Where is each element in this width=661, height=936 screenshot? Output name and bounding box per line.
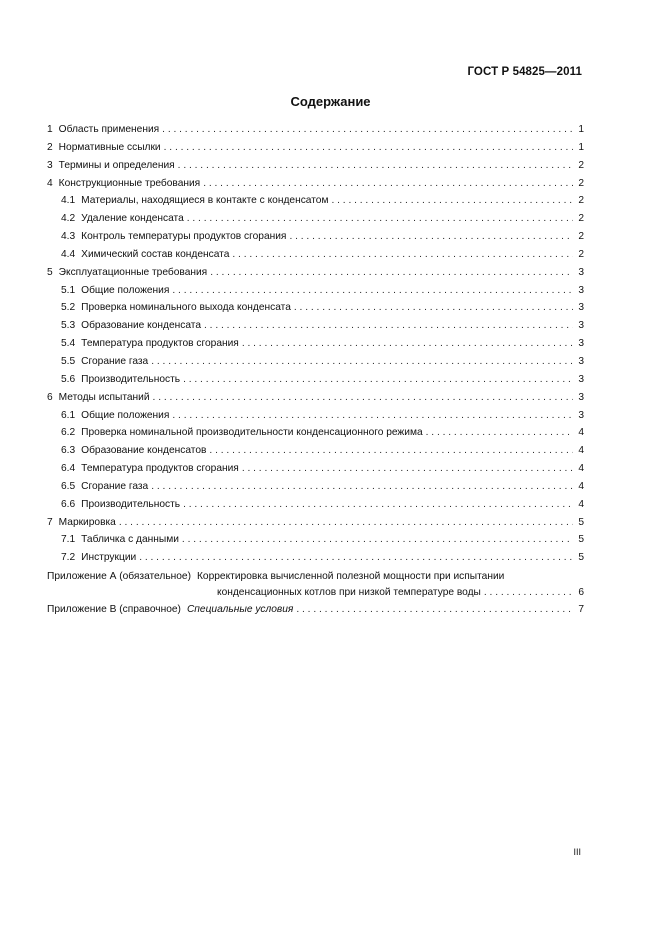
dot-leader (153, 389, 573, 407)
dot-leader (296, 601, 573, 619)
toc-entry-label: Образование конденсата (81, 320, 201, 332)
toc-entry-page: 2 (578, 248, 584, 260)
toc-appendix-a[interactable] (47, 569, 584, 584)
toc-entry-label: Сгорание газа (81, 355, 149, 367)
toc-entry-label: Температура продуктов сгорания (81, 338, 239, 350)
dot-leader (151, 478, 573, 496)
dot-leader (242, 460, 573, 478)
toc-entry-5-3[interactable] (47, 317, 584, 335)
toc-entry-page: 3 (578, 409, 584, 421)
dot-leader (178, 157, 573, 175)
toc-entry-7-2[interactable] (47, 549, 584, 567)
dot-leader (172, 282, 573, 300)
toc-entry-label: Производительность (81, 498, 181, 510)
toc-entry-number: 5.2 (61, 302, 76, 314)
toc-entry-page: 5 (578, 552, 584, 564)
toc-entry-label: Методы испытаний (58, 391, 150, 403)
toc-entry-page: 2 (578, 195, 584, 207)
toc-entry-5-4[interactable] (47, 335, 584, 353)
toc-entry-page: 3 (578, 320, 584, 332)
dot-leader (210, 264, 573, 282)
toc-entry-page: 3 (578, 338, 584, 350)
toc-entry-number: 6 (47, 391, 53, 403)
table-of-contents (47, 121, 584, 619)
toc-entry-label: Конструкционные требования (58, 177, 201, 189)
toc-entry-number: 5.5 (61, 355, 76, 367)
toc-entry-page: 3 (578, 302, 584, 314)
toc-entry-label: Производительность (81, 373, 181, 385)
dot-leader (182, 531, 573, 549)
toc-entry-number: 7.2 (61, 552, 76, 564)
toc-entry-page: 4 (578, 445, 584, 457)
toc-entry-page: 2 (578, 177, 584, 189)
toc-entry-page: 2 (578, 213, 584, 225)
toc-entry-number: 5.1 (61, 284, 76, 296)
dot-leader (209, 442, 573, 460)
toc-entry-number: 4.1 (61, 195, 76, 207)
toc-entry-page: 2 (578, 159, 584, 171)
dot-leader (294, 299, 573, 317)
toc-entry-label: Термины и определения (58, 159, 175, 171)
toc-entry-page: 4 (578, 427, 584, 439)
toc-entry-number: 5.3 (61, 320, 76, 332)
toc-entry-label: Материалы, находящиеся в контакте с конденсатом (81, 195, 329, 207)
toc-entry-3[interactable] (47, 157, 584, 175)
toc-entry-4-1[interactable] (47, 192, 584, 210)
toc-entry-4-4[interactable] (47, 246, 584, 264)
toc-entry-label: Табличка с данными (81, 534, 179, 546)
appendix-b-prefix: Приложение В (справочное) (47, 604, 181, 616)
toc-entry-4[interactable] (47, 175, 584, 193)
dot-leader (151, 353, 573, 371)
toc-appendix-b[interactable] (47, 601, 584, 619)
toc-entry-number: 6.3 (61, 445, 76, 457)
dot-leader (289, 228, 573, 246)
toc-entry-page: 4 (578, 480, 584, 492)
toc-entry-label: Проверка номинального выхода конденсата (81, 302, 291, 314)
toc-entry-number: 5 (47, 266, 53, 278)
dot-leader (183, 496, 573, 514)
appendix-a-title-line2: конденсационных котлов при низкой температуре воды (217, 587, 481, 599)
toc-entry-6-5[interactable] (47, 478, 584, 496)
toc-entry-label: Проверка номинальной производительности конденсационного режима (81, 427, 423, 439)
toc-entry-2[interactable] (47, 139, 584, 157)
toc-entry-page: 4 (578, 463, 584, 475)
page-number: III (573, 847, 581, 857)
toc-entry-6-2[interactable] (47, 424, 584, 442)
toc-entry-4-2[interactable] (47, 210, 584, 228)
toc-entry-label: Маркировка (58, 516, 116, 528)
toc-entry-number: 2 (47, 141, 53, 153)
toc-entry-number: 4.2 (61, 213, 76, 225)
toc-entry-6-1[interactable] (47, 407, 584, 425)
toc-entry-page: 3 (578, 391, 584, 403)
toc-entry-label: Образование конденсатов (81, 445, 207, 457)
toc-entry-number: 3 (47, 159, 53, 171)
toc-entry-number: 6.4 (61, 463, 76, 475)
appendix-a-title-line1: Корректировка вычисленной полезной мощности при испытании (197, 571, 505, 583)
dot-leader (204, 317, 573, 335)
toc-entry-page: 3 (578, 266, 584, 278)
toc-entry-6[interactable] (47, 389, 584, 407)
toc-entry-7-1[interactable] (47, 531, 584, 549)
toc-entry-page: 3 (578, 373, 584, 385)
toc-entry-number: 5.6 (61, 373, 76, 385)
toc-entry-number: 4 (47, 177, 53, 189)
toc-appendix-a-continued[interactable] (47, 584, 584, 601)
toc-entry-7[interactable] (47, 514, 584, 532)
toc-entry-number: 4.3 (61, 231, 76, 243)
toc-entry-6-6[interactable] (47, 496, 584, 514)
toc-entry-label: Инструкции (81, 552, 137, 564)
toc-entry-page: 5 (578, 516, 584, 528)
toc-entry-number: 6.5 (61, 480, 76, 492)
toc-entry-page: 5 (578, 534, 584, 546)
toc-entry-number: 5.4 (61, 338, 76, 350)
dot-leader (162, 121, 573, 139)
toc-entry-number: 1 (47, 124, 53, 135)
dot-leader (183, 371, 573, 389)
toc-entry-label: Химический состав конденсата (81, 248, 230, 260)
toc-entry-label: Контроль температуры продуктов сгорания (81, 231, 287, 243)
toc-entry-number: 4.4 (61, 248, 76, 260)
toc-entry-label: Эксплуатационные требования (58, 266, 208, 278)
toc-entry-label: Общие положения (81, 409, 170, 421)
toc-entry-page: 1 (578, 124, 584, 135)
toc-entry-number: 6.6 (61, 498, 76, 510)
toc-entry-label: Область применения (58, 124, 160, 135)
toc-entry-5-5[interactable] (47, 353, 584, 371)
appendix-b-title: Специальные условия (186, 604, 294, 616)
toc-entry-page: 2 (578, 231, 584, 243)
dot-leader (426, 424, 573, 442)
dot-leader (172, 407, 573, 425)
toc-entry-number: 7.1 (61, 534, 76, 546)
toc-title: Содержание (290, 94, 371, 109)
dot-leader (232, 246, 573, 264)
toc-entry-1[interactable] (47, 121, 584, 139)
toc-entry-page: 6 (578, 587, 584, 599)
document-header: ГОСТ Р 54825—2011 (467, 66, 582, 78)
toc-entry-5-2[interactable] (47, 299, 584, 317)
toc-entry-number: 7 (47, 516, 53, 528)
toc-entry-6-4[interactable] (47, 460, 584, 478)
toc-entry-number: 6.1 (61, 409, 76, 421)
dot-leader (242, 335, 573, 353)
toc-entry-5-6[interactable] (47, 371, 584, 389)
dot-leader (187, 210, 573, 228)
toc-entry-6-3[interactable] (47, 442, 584, 460)
dot-leader (484, 584, 573, 601)
appendix-a-prefix: Приложение А (обязательное) (47, 571, 191, 583)
dot-leader (331, 192, 573, 210)
toc-entry-number: 6.2 (61, 427, 76, 439)
toc-entry-page: 3 (578, 284, 584, 296)
toc-entry-page: 3 (578, 355, 584, 367)
dot-leader (119, 514, 573, 532)
dot-leader (203, 175, 573, 193)
toc-entry-5[interactable] (47, 264, 584, 282)
toc-entry-5-1[interactable] (47, 282, 584, 300)
toc-entry-page: 1 (578, 141, 584, 153)
toc-entry-label: Общие положения (81, 284, 170, 296)
toc-entry-label: Температура продуктов сгорания (81, 463, 239, 475)
toc-entry-page: 4 (578, 498, 584, 510)
toc-entry-label: Нормативные ссылки (58, 141, 161, 153)
toc-entry-label: Сгорание газа (81, 480, 149, 492)
dot-leader (139, 549, 573, 567)
toc-entry-label: Удаление конденсата (81, 213, 184, 225)
dot-leader (164, 139, 573, 157)
toc-entry-4-3[interactable] (47, 228, 584, 246)
toc-entry-page: 7 (578, 604, 584, 616)
